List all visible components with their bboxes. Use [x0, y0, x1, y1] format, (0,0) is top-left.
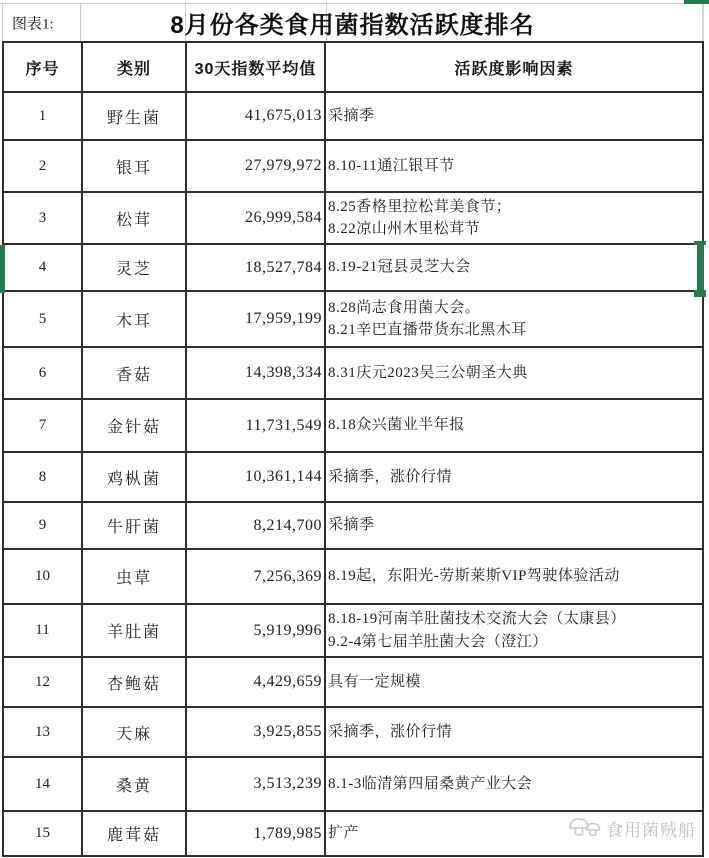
factor-line: 8.18众兴菌业半年报	[328, 417, 465, 434]
cell-rank[interactable]: 5	[3, 291, 82, 347]
cell-factors[interactable]	[325, 244, 703, 291]
cell-rank[interactable]: 15	[3, 811, 82, 856]
cell-average[interactable]: 14,398,334	[186, 347, 325, 399]
cell-category[interactable]: 松茸	[82, 192, 186, 244]
header-category[interactable]: 类别	[82, 42, 186, 92]
cell-rank[interactable]: 7	[3, 399, 82, 452]
cell-category[interactable]: 鹿茸菇	[82, 811, 186, 856]
table-row-9	[3, 502, 703, 549]
cell-category[interactable]: 银耳	[82, 140, 186, 192]
table-row-5	[3, 291, 703, 347]
table-row-4-selected	[3, 244, 703, 291]
cell-category[interactable]: 野生菌	[82, 92, 186, 140]
cell-category[interactable]: 灵芝	[82, 244, 186, 291]
cell-factors[interactable]	[325, 291, 703, 347]
cell-rank[interactable]: 1	[3, 92, 82, 140]
selection-border-right	[697, 244, 704, 290]
table-title[interactable]: 8月份各类食用菌指数活跃度排名	[170, 11, 535, 39]
cell-category[interactable]: 金针菇	[82, 399, 186, 452]
cell-average[interactable]: 4,429,659	[186, 657, 325, 707]
cell-average[interactable]: 26,999,584	[186, 192, 325, 244]
cell-factors[interactable]	[325, 811, 703, 856]
table-row-2	[3, 140, 703, 192]
cell-factors[interactable]	[325, 707, 703, 757]
cell-factors[interactable]	[325, 399, 703, 452]
cell-factors[interactable]	[325, 604, 703, 657]
factor-line: 8.10-11通江银耳节	[328, 157, 455, 174]
cell-average[interactable]: 3,513,239	[186, 757, 325, 811]
cell-rank[interactable]: 8	[3, 452, 82, 502]
cell-average[interactable]: 5,919,996	[186, 604, 325, 657]
table-row-11	[3, 604, 703, 657]
cell-average[interactable]: 7,256,369	[186, 549, 325, 604]
cell-rank[interactable]: 13	[3, 707, 82, 757]
selection-border-left	[0, 245, 5, 293]
cell-factors[interactable]	[325, 347, 703, 399]
table-row-1	[3, 92, 703, 140]
factor-line: 8.22凉山州木里松茸节	[328, 221, 481, 237]
header-average[interactable]: 30天指数平均值	[186, 42, 325, 92]
cell-rank[interactable]: 6	[3, 347, 82, 399]
cell-factors[interactable]	[325, 452, 703, 502]
cell-factors[interactable]	[325, 192, 703, 244]
cell-rank[interactable]: 4	[3, 244, 82, 291]
cell-average[interactable]: 17,959,199	[186, 291, 325, 347]
factor-line: 采摘季，涨价行情	[328, 468, 453, 485]
cell-rank[interactable]: 2	[3, 140, 82, 192]
table-row-13	[3, 707, 703, 757]
cell-average[interactable]: 27,979,972	[186, 140, 325, 192]
factor-line: 8.1-3临清第四届桑黄产业大会	[328, 775, 533, 792]
table-row-14	[3, 757, 703, 811]
table-row-3	[3, 192, 703, 244]
selection-fill-handle[interactable]	[694, 290, 706, 297]
cell-rank[interactable]: 9	[3, 502, 82, 549]
cell-factors[interactable]	[325, 757, 703, 811]
factor-line: 扩产	[328, 825, 360, 842]
factor-line: 9.2-4第七届羊肚菌大会（澄江）	[328, 633, 548, 650]
cell-factors[interactable]	[325, 657, 703, 707]
cell-category[interactable]: 鸡枞菌	[82, 452, 186, 502]
cell-category[interactable]: 杏鲍菇	[82, 657, 186, 707]
cell-category[interactable]: 桑黄	[82, 757, 186, 811]
cell-rank[interactable]: 11	[3, 604, 82, 657]
cell-average[interactable]: 41,675,013	[186, 92, 325, 140]
cell-category[interactable]: 天麻	[82, 707, 186, 757]
chart-number-label[interactable]: 图表1:	[12, 16, 54, 32]
cell-factors[interactable]	[325, 140, 703, 192]
cell-category[interactable]: 木耳	[82, 291, 186, 347]
table-body	[3, 92, 703, 856]
factor-line: 8.21辛巴直播带货东北黑木耳	[328, 322, 527, 338]
table-row-7	[3, 399, 703, 452]
cell-average[interactable]: 8,214,700	[186, 502, 325, 549]
factor-line: 8.31庆元2023吴三公朝圣大典	[328, 364, 528, 381]
cell-rank[interactable]: 14	[3, 757, 82, 811]
factor-line: 采摘季	[328, 107, 375, 124]
factor-line: 8.19起，东阳光-劳斯莱斯VIP驾驶体验活动	[328, 568, 620, 585]
header-row	[3, 42, 703, 92]
factor-line: 8.28尚志食用菌大会。	[328, 299, 481, 316]
cell-average[interactable]: 3,925,855	[186, 707, 325, 757]
selection-border-corner-top	[694, 241, 706, 245]
cell-factors[interactable]	[325, 549, 703, 604]
factor-line: 8.19-21冠县灵芝大会	[328, 259, 471, 276]
header-rank[interactable]: 序号	[3, 42, 82, 92]
factor-line: 采摘季	[328, 517, 375, 534]
table-row-10	[3, 549, 703, 604]
cell-average[interactable]: 18,527,784	[186, 244, 325, 291]
cell-average[interactable]: 1,789,985	[186, 811, 325, 856]
table-row-15	[3, 811, 703, 856]
factor-line: 8.18-19河南羊肚菌技术交流大会（太康县）	[328, 611, 626, 627]
cell-average[interactable]: 10,361,144	[186, 452, 325, 502]
header-factors[interactable]: 活跃度影响因素	[325, 42, 703, 92]
cell-rank[interactable]: 3	[3, 192, 82, 244]
cell-rank[interactable]: 12	[3, 657, 82, 707]
cell-factors[interactable]	[325, 92, 703, 140]
table-row-8	[3, 452, 703, 502]
factor-line: 8.25香格里拉松茸美食节；	[328, 198, 512, 215]
cell-category[interactable]: 香菇	[82, 347, 186, 399]
ranking-table	[2, 41, 704, 857]
cell-category[interactable]: 虫草	[82, 549, 186, 604]
factor-line: 具有一定规模	[328, 673, 422, 690]
cell-average[interactable]: 11,731,549	[186, 399, 325, 452]
table-row-12	[3, 657, 703, 707]
cell-factors[interactable]	[325, 502, 703, 549]
watermark-text: 食用菌贼船	[606, 820, 696, 840]
factor-line: 采摘季，涨价行情	[328, 723, 453, 740]
cell-rank[interactable]: 10	[3, 549, 82, 604]
cell-category[interactable]: 牛肝菌	[82, 502, 186, 549]
title-row	[2, 4, 703, 41]
table-row-6	[3, 347, 703, 399]
cell-category[interactable]: 羊肚菌	[82, 604, 186, 657]
